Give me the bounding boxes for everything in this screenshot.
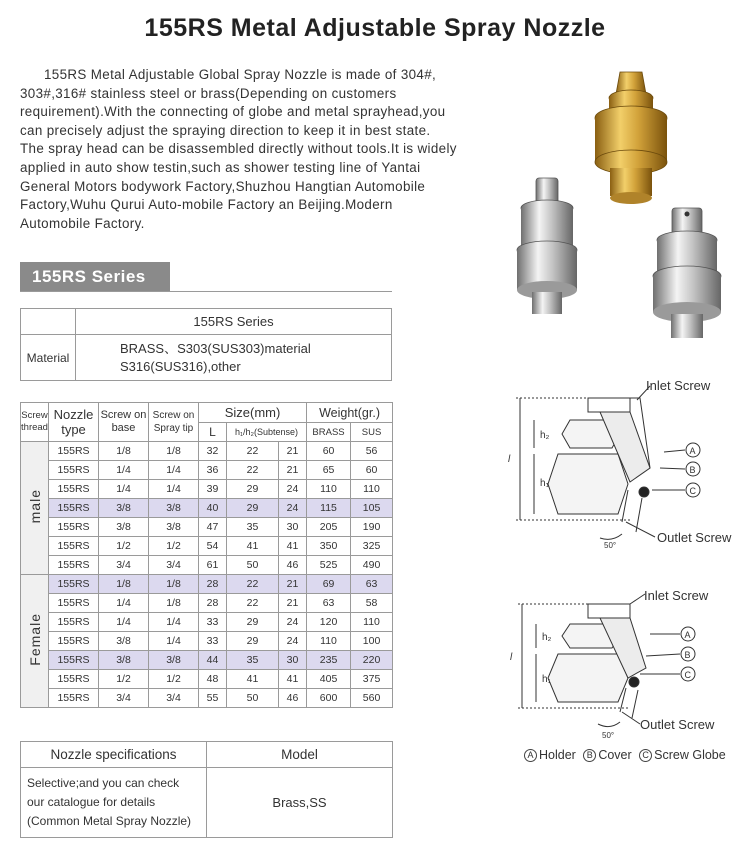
table-row <box>21 575 393 594</box>
table-cell: 1/4 <box>149 461 199 480</box>
table-cell: 1/8 <box>149 594 199 613</box>
spec-col-nozzle: Nozzle specifications <box>21 742 207 768</box>
table-cell: 63 <box>351 575 393 594</box>
table-row <box>21 518 393 537</box>
table-cell: 1/2 <box>99 670 149 689</box>
table-cell: 110 <box>307 480 351 499</box>
col-weight-group: Weight(gr.) <box>307 403 393 423</box>
table-cell: 1/2 <box>149 537 199 556</box>
table-row <box>21 689 393 708</box>
table-cell: 40 <box>199 499 227 518</box>
table-row <box>21 499 393 518</box>
table-cell: 3/4 <box>99 689 149 708</box>
inlet-screw-label-2: Inlet Screw <box>644 588 709 603</box>
table-cell: 560 <box>351 689 393 708</box>
group-label: male <box>26 489 43 524</box>
table-cell: 44 <box>199 651 227 670</box>
table-cell: 3/8 <box>149 651 199 670</box>
spec-col-model: Model <box>207 742 393 768</box>
table-row <box>21 461 393 480</box>
table-cell: 60 <box>307 442 351 461</box>
table-cell: 3/8 <box>99 499 149 518</box>
series-label: 155RS Series <box>20 262 170 292</box>
table-cell: 29 <box>227 613 279 632</box>
group-male <box>21 442 49 575</box>
group-label: Female <box>26 613 43 666</box>
mark-b-2: B <box>684 650 691 660</box>
table-cell: 3/8 <box>99 632 149 651</box>
diagram-legend <box>524 748 726 762</box>
table-cell: 29 <box>227 499 279 518</box>
table-cell: 100 <box>351 632 393 651</box>
intro-line: 303#,316# stainless steel or brass(Depending on customers <box>20 85 397 101</box>
table-cell: 32 <box>199 442 227 461</box>
table-cell: 22 <box>227 461 279 480</box>
legend-mark-b: B <box>583 749 596 762</box>
col-brass: BRASS <box>307 423 351 442</box>
table-cell: 405 <box>307 670 351 689</box>
table-cell: 110 <box>307 632 351 651</box>
table-cell: 21 <box>279 594 307 613</box>
intro-line: Automobile Factory. <box>20 215 145 231</box>
material-table-header: 155RS Series <box>76 309 392 335</box>
table-cell: 155RS <box>49 518 99 537</box>
legend-mark-c: C <box>639 749 652 762</box>
angle-label-1: 50° <box>604 541 617 550</box>
table-cell: 61 <box>199 556 227 575</box>
table-cell: 33 <box>199 613 227 632</box>
table-cell: 525 <box>307 556 351 575</box>
table-cell: 41 <box>279 670 307 689</box>
angle-label-2: 50° <box>602 731 615 740</box>
col-nozzle-type: Nozzle type <box>49 403 99 442</box>
table-cell: 55 <box>199 689 227 708</box>
table-cell: 24 <box>279 613 307 632</box>
mark-b-1: B <box>689 465 696 475</box>
intro-line: Factory,Wuhu Qurui Auto-mobile Factory an Beijing.Modern <box>20 197 393 213</box>
col-size-group: Size(mm) <box>199 403 307 423</box>
table-cell: 22 <box>227 594 279 613</box>
table-cell: 58 <box>351 594 393 613</box>
spec-table <box>20 741 393 838</box>
col-l: L <box>199 423 227 442</box>
table-cell: 22 <box>227 442 279 461</box>
table-cell: 155RS <box>49 480 99 499</box>
table-cell: 39 <box>199 480 227 499</box>
table-cell: 63 <box>307 594 351 613</box>
table-cell: 24 <box>279 632 307 651</box>
table-cell: 69 <box>307 575 351 594</box>
table-cell: 3/8 <box>149 518 199 537</box>
material-label: Material <box>21 335 76 381</box>
table-cell: 46 <box>279 689 307 708</box>
table-cell: 3/8 <box>149 499 199 518</box>
table-cell: 28 <box>199 575 227 594</box>
inlet-screw-label-1: Inlet Screw <box>646 378 711 393</box>
table-cell: 35 <box>227 651 279 670</box>
table-cell: 155RS <box>49 442 99 461</box>
table-cell: 29 <box>227 480 279 499</box>
table-cell: 36 <box>199 461 227 480</box>
intro-line: 155RS Metal Adjustable Global Spray Nozzle is made of 304#, <box>44 67 437 82</box>
table-cell: 1/4 <box>149 632 199 651</box>
technical-diagram <box>500 372 750 772</box>
table-cell: 1/4 <box>149 480 199 499</box>
outlet-screw-label-2: Outlet Screw <box>640 717 715 732</box>
table-row <box>21 594 393 613</box>
table-cell: 350 <box>307 537 351 556</box>
table-cell: 60 <box>351 461 393 480</box>
nozzle-product-photo <box>500 68 745 348</box>
table-cell: 50 <box>227 689 279 708</box>
table-cell: 155RS <box>49 556 99 575</box>
table-cell: 600 <box>307 689 351 708</box>
table-cell: 1/8 <box>149 442 199 461</box>
group-female <box>21 575 49 708</box>
mark-a-1: A <box>689 446 696 456</box>
table-cell: 110 <box>351 480 393 499</box>
table-cell: 41 <box>227 670 279 689</box>
material-value <box>76 335 392 381</box>
table-cell: 24 <box>279 499 307 518</box>
legend-mark-a: A <box>524 749 537 762</box>
table-cell: 155RS <box>49 651 99 670</box>
spec-model-value: Brass,SS <box>207 768 393 838</box>
brass-nozzle <box>595 72 667 204</box>
mark-c-1: C <box>689 486 696 496</box>
l-label-1: l <box>508 454 511 465</box>
series-divider <box>20 291 392 292</box>
table-cell: 1/4 <box>99 461 149 480</box>
table-cell: 155RS <box>49 632 99 651</box>
table-cell: 1/2 <box>99 537 149 556</box>
col-screw-thread: Screw thread <box>21 403 49 442</box>
table-cell: 1/8 <box>99 575 149 594</box>
col-screw-tip: Screw on Spray tip <box>149 403 199 442</box>
table-cell: 155RS <box>49 613 99 632</box>
table-cell: 56 <box>351 442 393 461</box>
l-label-2: l <box>510 652 513 663</box>
table-row <box>21 442 393 461</box>
table-cell: 1/4 <box>99 594 149 613</box>
legend-screw-globe: Screw Globe <box>654 748 726 762</box>
table-cell: 155RS <box>49 499 99 518</box>
col-screw-base: Screw on base <box>99 403 149 442</box>
table-cell: 1/8 <box>99 442 149 461</box>
table-cell: 24 <box>279 480 307 499</box>
table-cell: 50 <box>227 556 279 575</box>
table-cell: 41 <box>279 537 307 556</box>
table-cell: 325 <box>351 537 393 556</box>
table-cell: 65 <box>307 461 351 480</box>
table-cell: 110 <box>351 613 393 632</box>
table-cell: 30 <box>279 651 307 670</box>
intro-line: General Motors bodywork Factory,Shuzhou Hangtian Automobile <box>20 178 426 194</box>
table-cell: 22 <box>227 575 279 594</box>
h2-label-1: h₂ <box>540 430 550 441</box>
table-cell: 41 <box>227 537 279 556</box>
spec-nozzle-value: Selective;and you can check our catalogue for details (Common Metal Spray Nozzle) <box>21 768 207 838</box>
table-cell: 47 <box>199 518 227 537</box>
table-cell: 1/4 <box>149 613 199 632</box>
table-cell: 21 <box>279 461 307 480</box>
table-row <box>21 556 393 575</box>
intro-line: applied in auto show testin,such as shower testing line of Yantai <box>20 159 421 175</box>
table-cell: 155RS <box>49 575 99 594</box>
table-row <box>21 537 393 556</box>
table-row <box>21 651 393 670</box>
steel-nozzle-flat <box>517 178 577 314</box>
col-sus: SUS <box>351 423 393 442</box>
legend-holder: Holder <box>539 748 576 762</box>
col-h: h₁/h₂(Subtense) <box>227 423 307 442</box>
intro-paragraph <box>20 66 498 233</box>
table-cell: 220 <box>351 651 393 670</box>
table-cell: 155RS <box>49 594 99 613</box>
table-cell: 35 <box>227 518 279 537</box>
h1-label-1: h₁ <box>540 478 549 489</box>
table-cell: 235 <box>307 651 351 670</box>
table-cell: 1/4 <box>99 613 149 632</box>
table-cell: 155RS <box>49 670 99 689</box>
table-cell: 155RS <box>49 689 99 708</box>
table-cell: 1/8 <box>149 575 199 594</box>
table-row <box>21 670 393 689</box>
mark-a-2: A <box>684 630 691 640</box>
legend-cover: Cover <box>598 748 632 762</box>
table-cell: 33 <box>199 632 227 651</box>
table-row <box>21 480 393 499</box>
table-cell: 3/8 <box>99 651 149 670</box>
table-cell: 48 <box>199 670 227 689</box>
intro-line: The spray head can be disassembled directly without tools.It is widely <box>20 141 457 157</box>
table-cell: 21 <box>279 442 307 461</box>
table-cell: 155RS <box>49 537 99 556</box>
table-cell: 190 <box>351 518 393 537</box>
table-cell: 3/4 <box>149 556 199 575</box>
steel-nozzle-round <box>653 208 721 338</box>
table-cell: 3/8 <box>99 518 149 537</box>
table-cell: 120 <box>307 613 351 632</box>
h2-label-2: h₂ <box>542 632 552 643</box>
table-cell: 1/2 <box>149 670 199 689</box>
material-value-line: BRASS、S303(SUS303)material <box>120 340 311 356</box>
table-cell: 155RS <box>49 461 99 480</box>
page-title: 155RS Metal Adjustable Spray Nozzle <box>144 14 606 42</box>
table-cell: 54 <box>199 537 227 556</box>
table-row <box>21 613 393 632</box>
intro-line: can precisely adjust the spraying direction to keep it in best state. <box>20 122 431 138</box>
table-cell: 3/4 <box>99 556 149 575</box>
h1-label-2: h₁ <box>542 674 551 685</box>
table-row <box>21 632 393 651</box>
material-table <box>20 308 392 381</box>
table-cell: 28 <box>199 594 227 613</box>
table-cell: 29 <box>227 632 279 651</box>
mark-c-2: C <box>684 670 691 680</box>
table-cell: 46 <box>279 556 307 575</box>
outlet-screw-label-1: Outlet Screw <box>657 530 732 545</box>
table-cell: 205 <box>307 518 351 537</box>
table-cell: 30 <box>279 518 307 537</box>
table-cell: 21 <box>279 575 307 594</box>
table-cell: 490 <box>351 556 393 575</box>
size-table <box>20 402 393 708</box>
table-cell: 375 <box>351 670 393 689</box>
table-cell: 105 <box>351 499 393 518</box>
material-value-line: S316(SUS316),other <box>120 358 241 374</box>
table-cell: 115 <box>307 499 351 518</box>
intro-line: requirement).With the connecting of globe and metal sprayhead,you <box>20 104 446 120</box>
table-cell: 1/4 <box>99 480 149 499</box>
table-cell: 3/4 <box>149 689 199 708</box>
size-table-body <box>21 442 393 708</box>
